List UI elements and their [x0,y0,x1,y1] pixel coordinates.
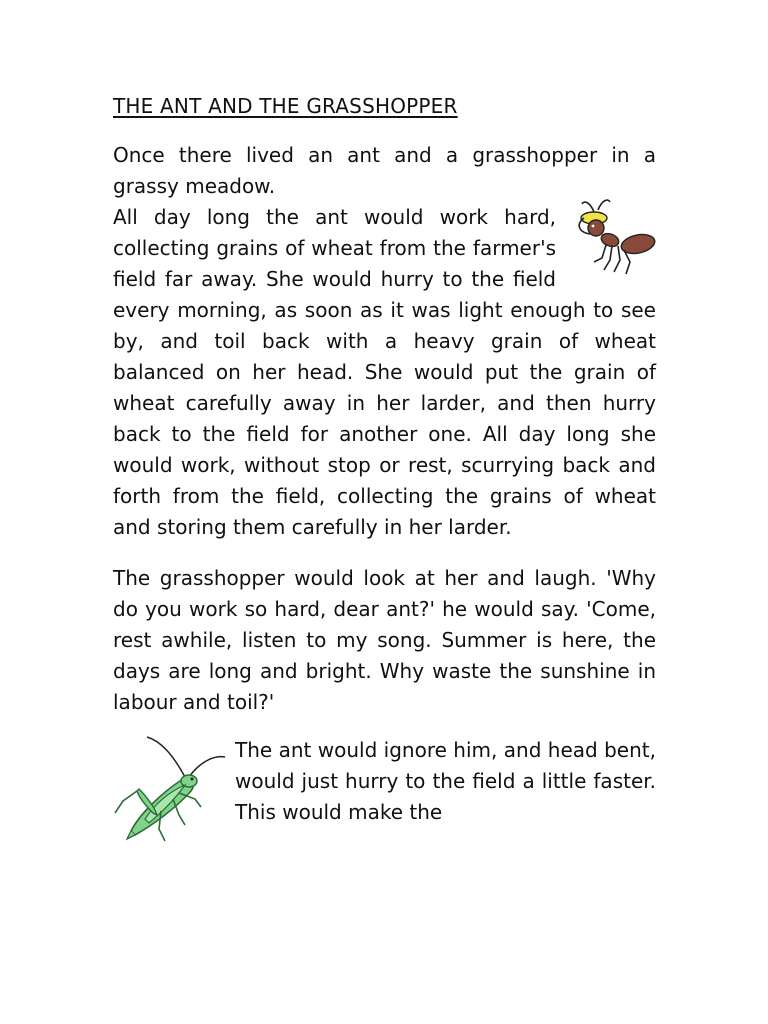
story-title: THE ANT AND THE GRASSHOPPER [113,94,458,118]
story-page [113,88,656,855]
ant-icon [564,198,660,288]
paragraph-ant-works: All day long the ant would work hard, collecting grains of wheat from the farmer's field far away. She would hurry to the field every morning, as soon as it was light enough to see by, and toil back with a heavy grain of wheat balanced on her head. She would put the grain of wheat carefully away in her larder, and then hurry back to the field for another one. All day long she would work, without stop or rest, scurrying back and forth from the field, collecting the grains of wheat and storing them carefully in her larder. [113,205,656,539]
paragraph-intro: Once there lived an ant and a grasshopper in a grassy meadow. [113,143,656,198]
paragraph-ant-block [113,202,656,543]
paragraph-ant-ignores: The ant would ignore him, and head bent, would just hurry to the field a little faster. This would make the [235,738,656,824]
paragraph-grasshopper-block [113,735,656,828]
paragraph-grasshopper-laughs: The grasshopper would look at her and laugh. 'Why do you work so hard, dear ant?' he would say. 'Come, rest awhile, listen to my song. Summer is here, the days are long and bright. Why waste the sunshine in labour and toil?' [113,566,656,714]
grasshopper-icon [109,735,227,855]
